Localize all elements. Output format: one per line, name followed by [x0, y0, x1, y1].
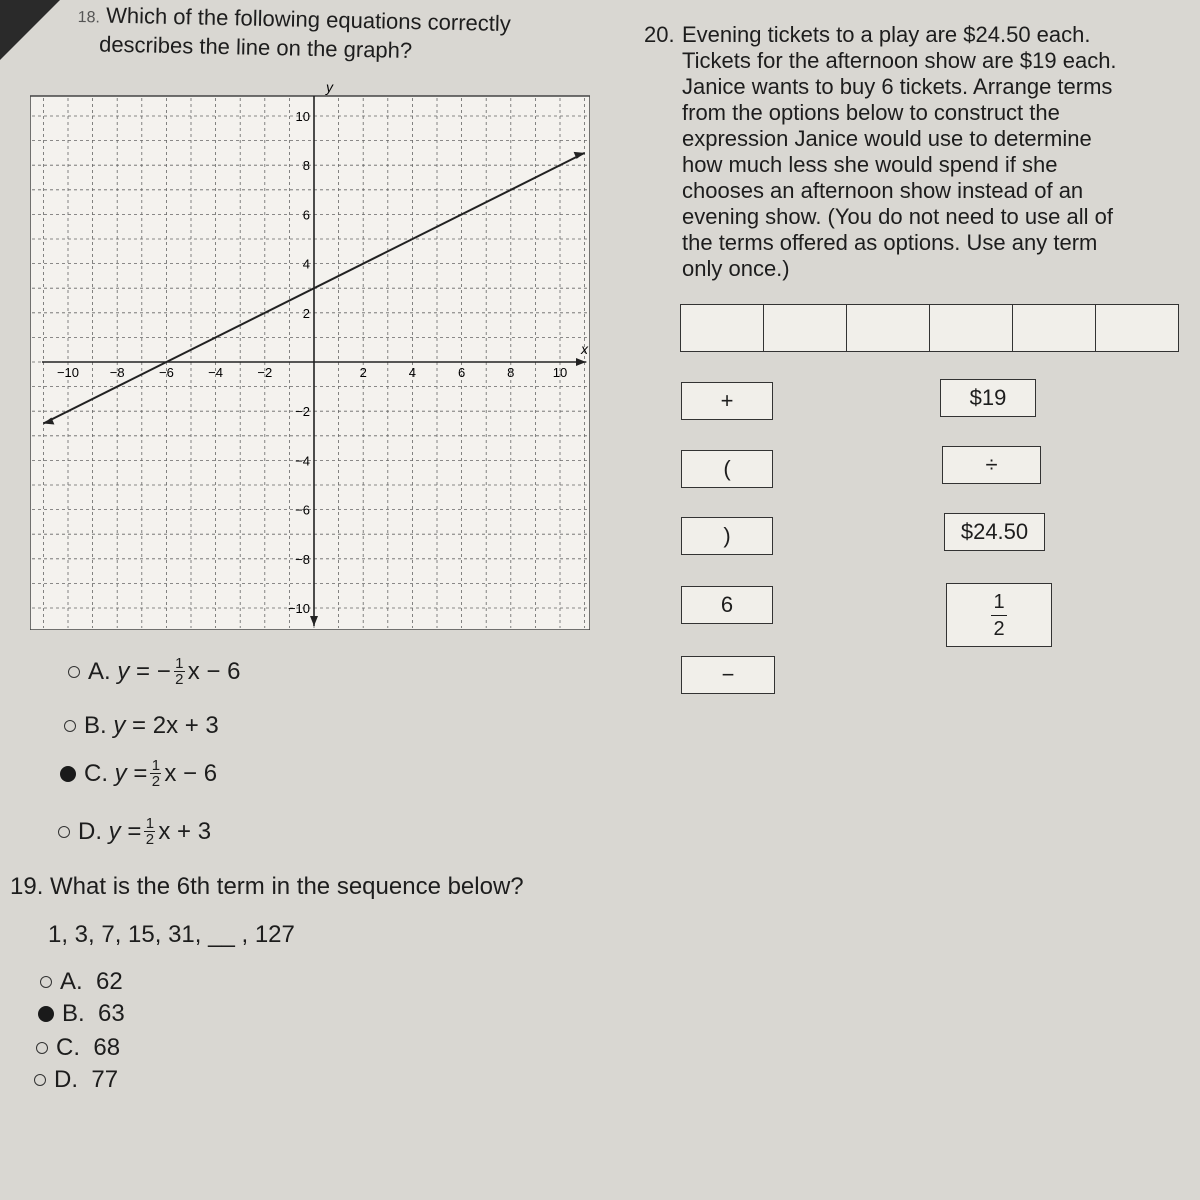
question-20-body-line: the terms offered as options. Use any term — [682, 230, 1098, 255]
choice-letter: D. — [54, 1066, 78, 1093]
question-20-body-line: chooses an afternoon show instead of an — [682, 178, 1084, 203]
y-tick-label: −6 — [295, 502, 310, 518]
graph-frame — [30, 96, 590, 630]
tile-one-half-denominator: 2 — [993, 617, 1005, 640]
question-18-number: 18. — [77, 8, 101, 27]
answer-slot-2[interactable] — [764, 305, 847, 351]
tile-plus[interactable]: + — [681, 382, 773, 420]
y-tick-label: 2 — [302, 305, 310, 321]
answer-slot-5[interactable] — [1013, 305, 1096, 351]
y-tick-label: 8 — [302, 158, 310, 174]
y-tick-label: −4 — [295, 453, 310, 469]
choice-rest: x + 3 — [158, 817, 212, 845]
choice-letter: B. — [62, 1000, 85, 1027]
choice-18-d[interactable] — [58, 816, 211, 847]
question-20-line1: Evening tickets to a play are $24.50 each. — [682, 22, 1091, 47]
question-20-number: 20. — [644, 22, 675, 47]
choice-19-b[interactable] — [38, 1000, 125, 1028]
choice-18-c[interactable] — [60, 758, 217, 789]
question-18-line1: Which of the following equations correctly — [105, 2, 512, 37]
x-tick-label: −8 — [109, 365, 125, 380]
answer-slot-6[interactable] — [1096, 305, 1178, 351]
answer-slot-3[interactable] — [847, 305, 930, 351]
x-tick-label: 10 — [552, 365, 568, 380]
choice-fraction-denominator: 2 — [175, 671, 184, 688]
choice-fraction — [150, 758, 161, 789]
tile-minus[interactable]: − — [681, 656, 775, 694]
choice-value: 63 — [98, 1000, 125, 1027]
y-tick-label: −2 — [295, 404, 310, 420]
x-tick-label: 6 — [457, 365, 466, 380]
y-axis-label: y — [326, 82, 333, 95]
choice-18-a[interactable] — [68, 656, 240, 687]
choice-fraction-denominator: 2 — [151, 773, 161, 790]
answer-bubble-icon[interactable] — [40, 976, 52, 988]
x-tick-label: −4 — [208, 365, 224, 380]
question-18-line2: describes the line on the graph? — [98, 31, 413, 64]
choice-fraction-numerator: 1 — [151, 757, 161, 774]
fraction-bar — [991, 615, 1007, 616]
answer-bubble-icon[interactable] — [34, 1074, 46, 1086]
x-tick-label: −2 — [257, 365, 273, 380]
page-shadow-corner — [0, 0, 60, 60]
coordinate-graph — [30, 82, 590, 630]
tile-divide[interactable]: ÷ — [942, 446, 1041, 484]
tile-nineteen-dollars[interactable]: $19 — [940, 379, 1036, 417]
choice-19-d[interactable] — [34, 1066, 118, 1094]
choice-sign: = 2x + 3 — [132, 712, 219, 739]
question-20-body — [644, 48, 1184, 282]
answer-slot-1[interactable] — [681, 305, 764, 351]
question-20-body-line: expression Janice would use to determine — [682, 126, 1092, 151]
choice-fraction-numerator: 1 — [145, 815, 155, 832]
answer-bubble-icon[interactable] — [68, 666, 80, 678]
choice-fraction — [174, 656, 185, 687]
choice-rest: x − 6 — [187, 657, 241, 685]
question-20-body-line: Janice wants to buy 6 tickets. Arrange terms — [682, 74, 1113, 99]
answer-bubble-icon[interactable] — [38, 1006, 54, 1022]
y-tick-label: 10 — [295, 109, 310, 124]
question-20-body-line: evening show. (You do not need to use all of — [682, 204, 1113, 229]
x-tick-label: 8 — [507, 365, 515, 380]
question-20 — [644, 22, 1184, 282]
choice-sign: = — [133, 759, 148, 787]
y-tick-label: 4 — [302, 256, 310, 272]
y-tick-label: 6 — [302, 207, 310, 223]
tile-one-half-numerator: 1 — [993, 590, 1005, 613]
choice-letter: C. — [56, 1034, 80, 1061]
answer-bubble-icon[interactable] — [60, 766, 76, 782]
x-tick-label: 2 — [359, 365, 367, 380]
tile-twenty-four-fifty[interactable]: $24.50 — [944, 513, 1045, 551]
choice-lhs: y — [117, 657, 130, 685]
question-20-body-line: Tickets for the afternoon show are $19 each. — [682, 48, 1117, 73]
question-20-body-line: how much less she would spend if she — [682, 152, 1058, 177]
x-axis-label: x — [581, 341, 588, 357]
choice-letter: D. — [78, 817, 102, 845]
answer-bubble-icon[interactable] — [36, 1042, 48, 1054]
choice-19-a[interactable] — [40, 968, 123, 996]
x-tick-label: −10 — [56, 365, 80, 380]
x-tick-label: −6 — [158, 365, 174, 380]
choice-fraction-denominator: 2 — [145, 831, 155, 848]
tile-close-paren[interactable]: ) — [681, 517, 773, 555]
choice-value: 77 — [91, 1066, 119, 1093]
choice-letter: C. — [84, 759, 108, 787]
choice-sign: = − — [136, 657, 171, 685]
answer-bubble-icon[interactable] — [58, 826, 70, 838]
question-20-body-line: from the options below to construct the — [682, 100, 1060, 125]
y-tick-label: −10 — [287, 601, 310, 616]
tile-open-paren[interactable]: ( — [681, 450, 773, 488]
question-19-sequence: 1, 3, 7, 15, 31, __ , 127 — [48, 921, 295, 948]
choice-letter: A. — [88, 657, 111, 685]
x-tick-label: 4 — [408, 365, 417, 380]
choice-rest: x − 6 — [164, 759, 218, 787]
choice-fraction-numerator: 1 — [175, 655, 184, 672]
choice-letter: A. — [60, 968, 83, 995]
answer-bubble-icon[interactable] — [64, 720, 76, 732]
choice-lhs: y — [113, 712, 126, 739]
tile-six[interactable]: 6 — [681, 586, 773, 624]
choice-19-c[interactable] — [36, 1034, 120, 1062]
choice-letter: B. — [84, 712, 107, 739]
answer-slot-4[interactable] — [930, 305, 1013, 351]
question-18 — [77, 2, 598, 68]
answer-slots — [680, 304, 1179, 352]
tile-one-half[interactable] — [946, 583, 1052, 647]
choice-lhs: y — [108, 817, 121, 845]
choice-fraction — [144, 816, 155, 847]
choice-sign: = — [127, 817, 142, 845]
question-19: 19. What is the 6th term in the sequence below? — [10, 873, 524, 900]
choice-lhs: y — [114, 759, 127, 787]
y-tick-label: −8 — [295, 551, 310, 567]
choice-value: 62 — [96, 968, 123, 995]
question-20-body-line: only once.) — [682, 256, 790, 281]
choice-value: 68 — [93, 1034, 121, 1061]
choice-18-b[interactable] — [64, 712, 219, 740]
